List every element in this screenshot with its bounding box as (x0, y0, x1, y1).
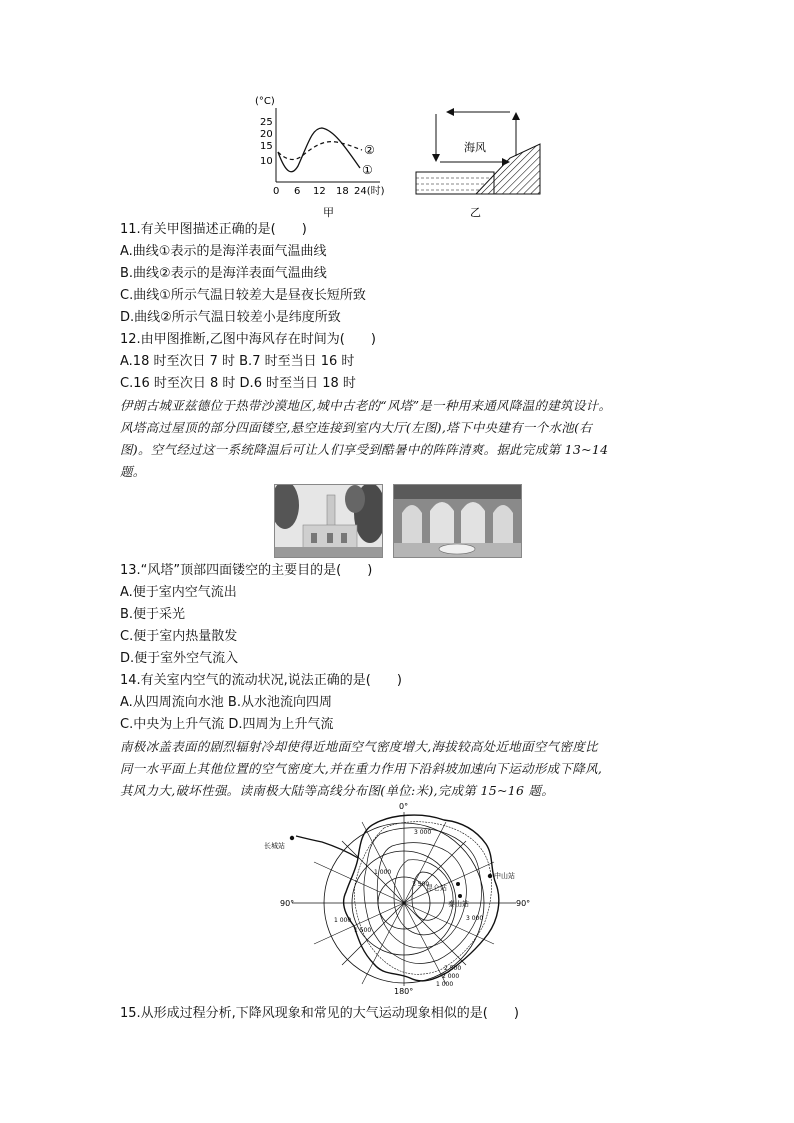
passage-2-line: 南极冰盖表面的剧烈辐射冷却使得近地面空气密度增大,海拔较高处近地面空气密度比 (120, 739, 598, 754)
curve-2-label: ② (364, 143, 375, 157)
arrow-head (446, 108, 454, 116)
figure-caption: 甲 (323, 206, 334, 219)
question-13-stem: 13.“风塔”顶部四面镂空的主要目的是( ) (120, 563, 373, 578)
taishan-station-marker (458, 894, 462, 898)
question-13-option-a[interactable]: A.便于室内空气流出 (120, 585, 237, 600)
zhongshan-station-marker (488, 874, 492, 878)
passage-1-line: 伊朗古城亚兹德位于热带沙漠地区,城中古老的“风塔”是一种用来通风降温的建筑设计。 (120, 398, 612, 413)
continent-outline (344, 815, 499, 981)
curve-1 (278, 128, 360, 172)
longitude-label-top: 0° (399, 802, 409, 811)
wind-tower-interior-photo (393, 484, 522, 558)
figure-caption: 乙 (470, 206, 481, 219)
question-13-option-c[interactable]: C.便于室内热量散发 (120, 629, 238, 644)
question-11-option-a[interactable]: A.曲线①表示的是海洋表面气温曲线 (120, 244, 327, 259)
y-tick: 15 (260, 141, 273, 152)
sea-breeze-label: 海风 (464, 141, 486, 154)
contour-label: 3 000 (414, 829, 432, 836)
question-12-stem: 12.由甲图推断,乙图中海风存在时间为( ) (120, 332, 376, 347)
taishan-station-label: 泰山站 (448, 900, 469, 908)
kunlun-station-label: 昆仑站 (426, 884, 447, 892)
question-11-stem: 11.有关甲图描述正确的是( ) (120, 222, 307, 237)
curve-1-label: ① (362, 163, 373, 177)
x-tick: 24(时) (354, 186, 385, 197)
contour-line (364, 828, 482, 964)
contour-label: 1 000 (334, 917, 352, 924)
changcheng-station-label: 长城站 (264, 842, 285, 850)
wind-tower-exterior-photo (274, 484, 383, 558)
question-12-options-ab[interactable]: A.18 时至次日 7 时 B.7 时至当日 16 时 (120, 354, 355, 369)
y-tick: 10 (260, 156, 273, 167)
x-tick: 6 (294, 186, 301, 197)
figure-jia-temperature-chart (250, 92, 400, 222)
figure-yi-sea-breeze (410, 102, 560, 222)
antarctica-contour-map (262, 800, 542, 996)
contour-label: 3 500 (412, 881, 430, 888)
contour-label: 2 500 (444, 965, 462, 972)
question-11-option-c[interactable]: C.曲线①所示气温日较差大是昼夜长短所致 (120, 288, 366, 303)
x-tick: 18 (336, 186, 349, 197)
longitude-label-left: 90° (280, 899, 295, 908)
longitude-label-bottom: 180° (394, 987, 414, 996)
zhongshan-station-label: 中山站 (494, 872, 515, 880)
contour-label: 3 000 (466, 915, 484, 922)
contour-label: 1 000 (374, 869, 392, 876)
y-unit-label: (°C) (255, 96, 275, 107)
passage-1-line: 风塔高过屋顶的部分四面镂空,悬空连接到室内大厅(左图),塔下中央建有一个水池(右 (120, 420, 593, 435)
passage-1-line: 题。 (120, 464, 146, 479)
question-12-options-cd[interactable]: C.16 时至次日 8 时 D.6 时至当日 18 时 (120, 376, 356, 391)
x-tick: 0 (273, 186, 280, 197)
contour-label: 2 000 (442, 973, 460, 980)
question-15-stem: 15.从形成过程分析,下降风现象和常见的大气运动现象相似的是( ) (120, 1006, 519, 1021)
question-14-options-ab[interactable]: A.从四周流向水池 B.从水池流向四周 (120, 695, 332, 710)
question-14-stem: 14.有关室内空气的流动状况,说法正确的是( ) (120, 673, 402, 688)
contour-label: 1 500 (354, 927, 372, 934)
antarctic-peninsula (296, 836, 358, 858)
longitude-label-right: 90° (516, 899, 531, 908)
x-tick: 12 (313, 186, 326, 197)
passage-1-line: 图)。空气经过这一系统降温后可让人们享受到酷暑中的阵阵清爽。据此完成第 13~14 (120, 442, 609, 457)
arrow-head (512, 112, 520, 120)
question-11-option-d[interactable]: D.曲线②所示气温日较差小是纬度所致 (120, 310, 341, 325)
changcheng-station-marker (290, 836, 294, 840)
passage-2-line: 同一水平面上其他位置的空气密度大,并在重力作用下沿斜坡加速向下运动形成下降风, (120, 761, 603, 776)
y-tick: 25 (260, 117, 273, 128)
question-11-option-b[interactable]: B.曲线②表示的是海洋表面气温曲线 (120, 266, 327, 281)
contour-label: 1 000 (436, 981, 454, 988)
arrow-head (432, 154, 440, 162)
question-13-option-b[interactable]: B.便于采光 (120, 607, 186, 622)
y-tick: 20 (260, 129, 273, 140)
question-14-options-cd[interactable]: C.中央为上升气流 D.四周为上升气流 (120, 717, 334, 732)
kunlun-station-marker (456, 882, 460, 886)
question-13-option-d[interactable]: D.便于室外空气流入 (120, 651, 239, 666)
passage-2-line: 其风力大,破坏性强。读南极大陆等高线分布图(单位:米),完成第 15~16 题。 (120, 783, 555, 798)
curve-2 (278, 142, 362, 160)
